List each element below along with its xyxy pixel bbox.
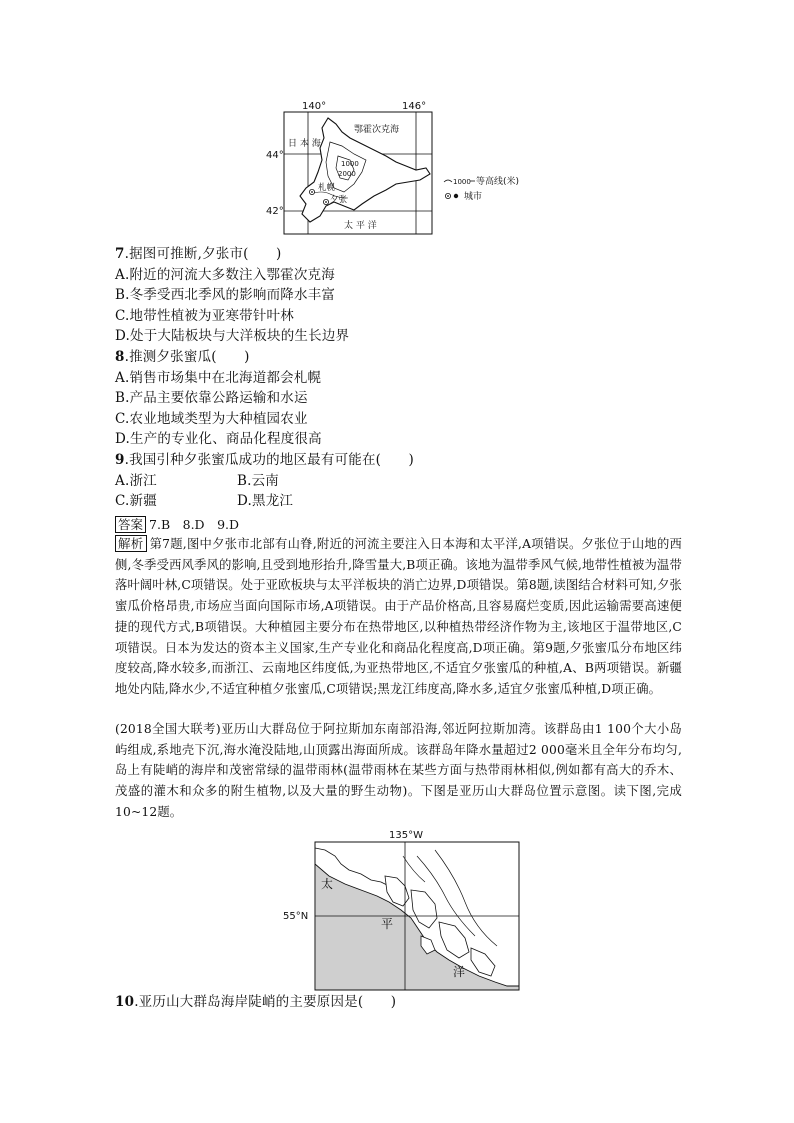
map1-legend-city-label: 城市 bbox=[464, 192, 483, 202]
question-8-number: 8 bbox=[115, 348, 125, 365]
question-7-text: .据图可推断,夕张市( ) bbox=[124, 246, 282, 262]
question-9-stem bbox=[115, 450, 414, 471]
option-8b: B.产品主要依靠公路运输和水运 bbox=[115, 390, 308, 407]
map1-sea-japan: 日 本 海 bbox=[288, 139, 321, 149]
passage-block bbox=[115, 719, 682, 823]
question-10-stem bbox=[115, 992, 396, 1013]
alexander-archipelago-map bbox=[285, 826, 535, 996]
question-9-number: 9 bbox=[115, 451, 125, 468]
map1-contour-1000-label: 1000 bbox=[341, 160, 359, 168]
question-10-text: .亚历山大群岛海岸陡峭的主要原因是( ) bbox=[134, 994, 397, 1010]
analysis-block bbox=[115, 534, 682, 700]
question-8-stem bbox=[115, 347, 414, 368]
map1-lon-right: 146° bbox=[402, 101, 427, 112]
map2-ocean-char-3: 洋 bbox=[453, 965, 466, 979]
map2-lat-label: 55°N bbox=[283, 911, 309, 922]
option-9d: D.黑龙江 bbox=[237, 493, 294, 510]
option-8d: D.生产的专业化、商品化程度很高 bbox=[115, 431, 322, 448]
map1-ocean-pacific: 太 平 洋 bbox=[344, 221, 377, 231]
answer-text: 7.B 8.D 9.D bbox=[149, 517, 240, 532]
map1-legend-contour-value: 1000 bbox=[453, 178, 471, 186]
map2-lon-label: 135°W bbox=[389, 830, 423, 841]
map1-city-yubari: 夕张 bbox=[330, 195, 348, 205]
analysis-text: 第7题,图中夕张市北部有山脊,附近的河流主要注入日本海和太平洋,A项错误。夕张位于山地的西侧,冬季受西风季风的影响,且受到地形抬升,降雪量大,B项正确。该地为温带季风气候,地带性植被为温带落叶阔叶林,C项错误。处于亚欧板块与太平洋板块的消亡边界,D项错误。第8题,读图结合材料可知,夕张蜜瓜价格昂贵,市场应当面向国际市场,A项错误。由于产品价格高,且容易腐烂变质,因此运输需要高速便捷的现代方式,B项错误。大种植园主要分布在热带地区,以种植热带经济作物为主,该地区于温带地区,C项错误。日本为发达的资本主义国家,生产专业化和商品化程度高,D项正确。第9题,夕张蜜瓜分布地区纬度较高,降水较多,而浙江、云南地区纬度低,为亚热带地区,不适宜夕张蜜瓜的种植,A、B两项错误。新疆地处内陆,降水少,不适宜种植夕张蜜瓜,C项错误;黑龙江纬度高,降水多,适宜夕张蜜瓜种植,D项正确。 bbox=[115, 537, 682, 696]
map1-lat-top: 44° bbox=[266, 150, 284, 161]
options-9-row-2 bbox=[115, 491, 414, 512]
map1-lat-bottom: 42° bbox=[266, 206, 284, 217]
question-7-stem bbox=[115, 244, 414, 265]
question-7 bbox=[115, 244, 414, 512]
passage-source: (2018全国大联考) bbox=[115, 722, 221, 736]
analysis-label: 解析 bbox=[115, 535, 147, 552]
map1-legend-contour-symbol bbox=[444, 180, 452, 182]
map1-contour-2000-label: 2000 bbox=[338, 170, 356, 178]
option-9a: A.浙江 bbox=[115, 472, 157, 489]
question-8-text: .推测夕张蜜瓜( ) bbox=[124, 348, 250, 365]
answer-label: 答案 bbox=[115, 516, 146, 533]
option-9c: C.新疆 bbox=[115, 493, 157, 510]
answer-line bbox=[115, 516, 239, 534]
options-9-row-1 bbox=[115, 471, 414, 492]
question-7-number: 7 bbox=[115, 246, 125, 262]
passage-text: 亚历山大群岛位于阿拉斯加东南部沿海,邻近阿拉斯加湾。该群岛由1 100个大小岛屿组成,系地壳下沉,海水淹没陆地,山顶露出海面所成。该群岛年降水量超过2 000毫米且全年分布均匀,岛上有陡峭的海岸和茂密常绿的温带雨林(温带雨林在某些方面与热带雨林相似,例如都有高大的乔木、茂盛的灌木和众多的附生植物,以及大量的野生动物)。下图是亚历山大群岛位置示意图。读下图,完成10~12题。 bbox=[115, 722, 683, 819]
option-8a: A.销售市场集中在北海道都会札幌 bbox=[115, 369, 322, 386]
option-7c: C.地带性植被为亚寒带针叶林 bbox=[115, 307, 294, 324]
map1-legend-contour-label: 等高线(米) bbox=[476, 177, 520, 187]
map1-lon-left: 140° bbox=[302, 101, 327, 112]
map1-sea-okhotsk: 鄂霍次克海 bbox=[354, 125, 400, 135]
map2-ocean-char-2: 平 bbox=[381, 917, 394, 931]
map1-legend-city-symbol-b bbox=[454, 194, 458, 198]
option-7b: B.冬季受西北季风的影响而降水丰富 bbox=[115, 287, 336, 304]
option-9b: B.云南 bbox=[237, 472, 280, 489]
map1-city-yubari-dot bbox=[325, 201, 327, 203]
option-7d: D.处于大陆板块与大洋板块的生长边界 bbox=[115, 328, 350, 345]
option-7a: A.附近的河流大多数注入鄂霍次克海 bbox=[115, 266, 335, 283]
option-8c: C.农业地域类型为大种植园农业 bbox=[115, 410, 308, 427]
map1-legend-city-dot-a bbox=[447, 195, 449, 197]
map1-city-sapporo-dot bbox=[311, 191, 313, 193]
question-9-text: .我国引种夕张蜜瓜成功的地区最有可能在( ) bbox=[124, 451, 415, 468]
hokkaido-map bbox=[266, 98, 540, 238]
question-10-number: 10 bbox=[115, 994, 135, 1010]
map2-ocean-char-1: 太 bbox=[321, 877, 334, 891]
map1-city-sapporo: 札幌 bbox=[318, 183, 336, 193]
